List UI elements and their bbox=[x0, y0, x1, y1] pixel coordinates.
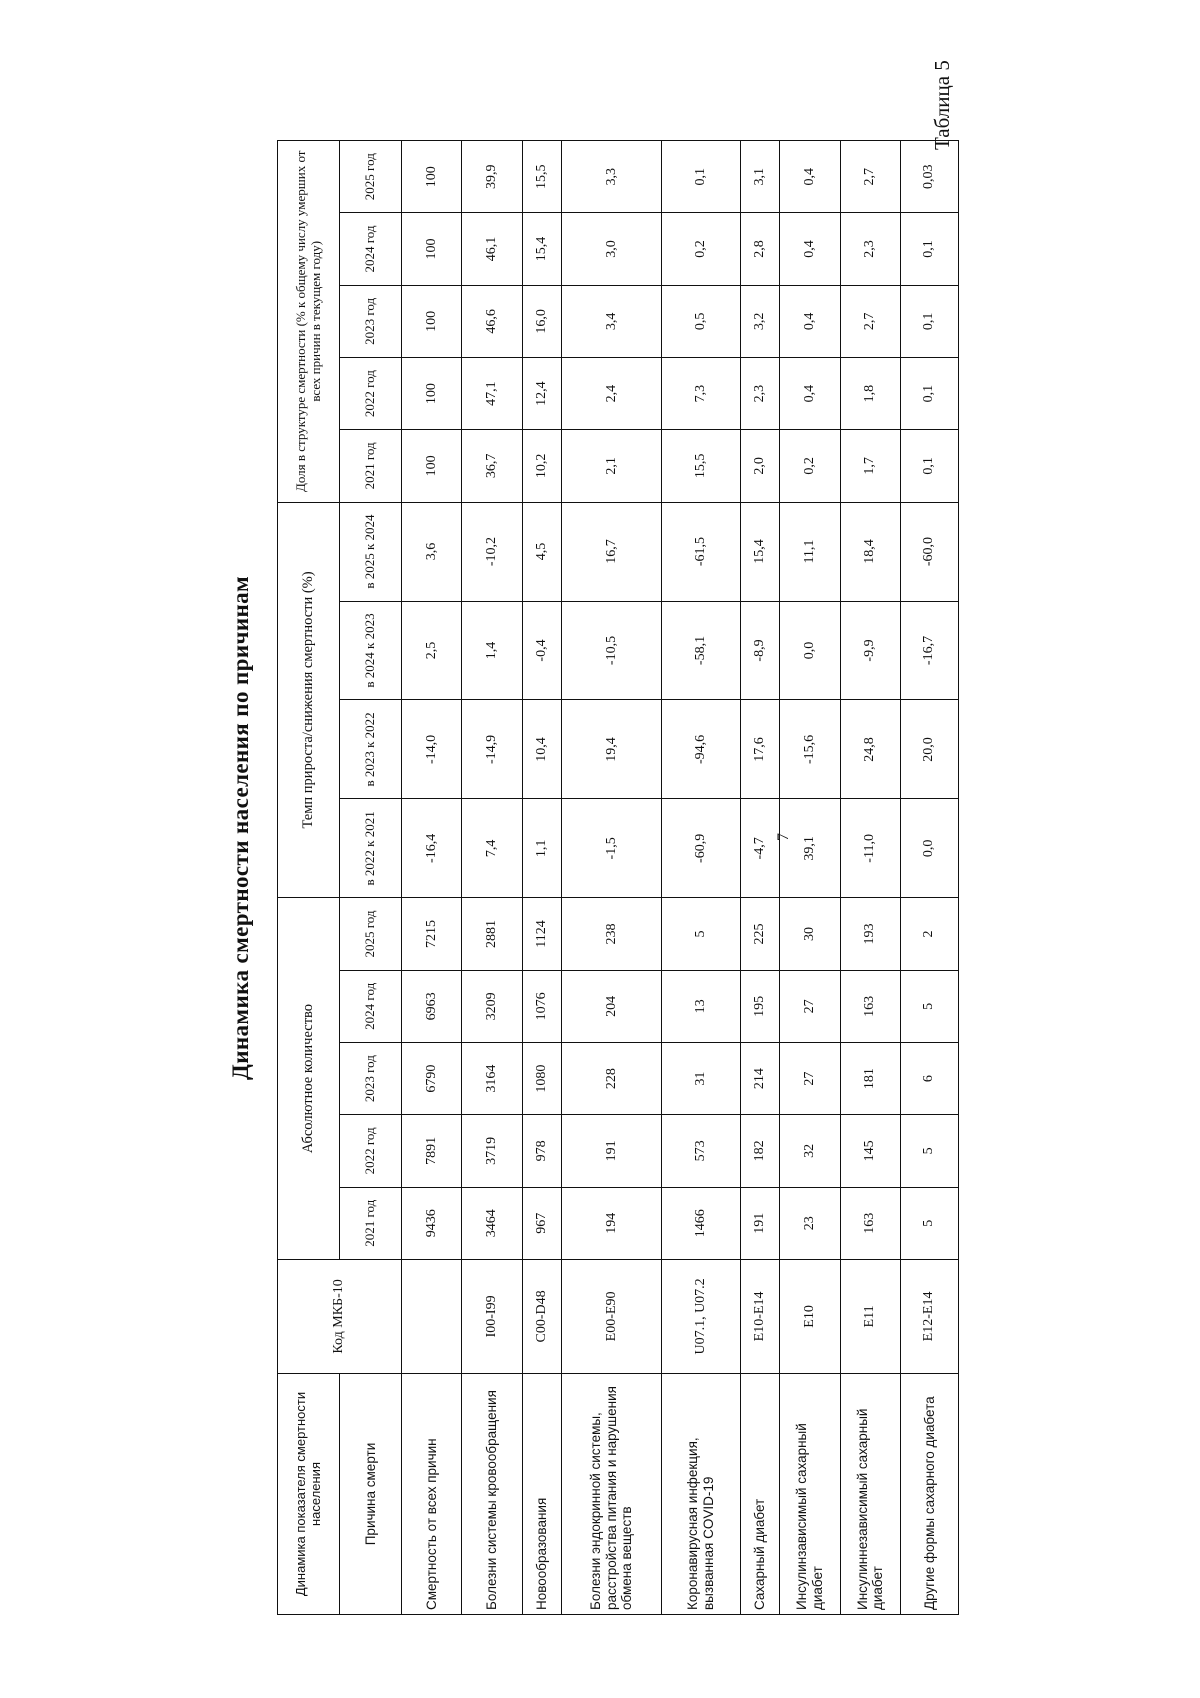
abs-year-header: 2022 год bbox=[340, 1115, 402, 1187]
abs-value-cell: 1124 bbox=[522, 898, 561, 970]
share-value-cell: 0,2 bbox=[780, 430, 840, 502]
abs-value-cell: 238 bbox=[562, 898, 662, 970]
rate-value-cell: -60,9 bbox=[661, 799, 740, 898]
mortality-table-container bbox=[277, 140, 959, 1615]
code-cell: E12-E14 bbox=[900, 1259, 958, 1373]
share-year-header: 2021 год bbox=[340, 430, 402, 502]
share-value-cell: 46,6 bbox=[462, 285, 522, 357]
table-label: Таблица 5 bbox=[930, 60, 954, 150]
page-number: 7 bbox=[775, 833, 792, 841]
mortality-table bbox=[277, 140, 959, 1615]
abs-value-cell: 181 bbox=[840, 1042, 900, 1114]
share-value-cell: 2,7 bbox=[840, 141, 900, 213]
rate-value-cell: -60,0 bbox=[900, 502, 958, 601]
abs-value-cell: 5 bbox=[900, 970, 958, 1042]
rate-value-cell: 2,5 bbox=[402, 601, 462, 700]
share-value-cell: 0,1 bbox=[900, 357, 958, 429]
table-body bbox=[402, 141, 959, 1615]
abs-value-cell: 1080 bbox=[522, 1042, 561, 1114]
share-value-cell: 100 bbox=[402, 213, 462, 285]
share-value-cell: 2,3 bbox=[740, 357, 779, 429]
share-year-header: 2025 год bbox=[340, 141, 402, 213]
abs-value-cell: 23 bbox=[780, 1187, 840, 1259]
rate-col-header: в 2022 к 2021 bbox=[340, 799, 402, 898]
rate-value-cell: 1,4 bbox=[462, 601, 522, 700]
cause-cell: Инсулиннезависимый сахарный диабет bbox=[840, 1374, 900, 1615]
abs-value-cell: 6963 bbox=[402, 970, 462, 1042]
rate-col-header: в 2025 к 2024 bbox=[340, 502, 402, 601]
abs-value-cell: 6790 bbox=[402, 1042, 462, 1114]
abs-value-cell: 31 bbox=[661, 1042, 740, 1114]
cause-cell: Новообразования bbox=[522, 1374, 561, 1615]
share-value-cell: 1,8 bbox=[840, 357, 900, 429]
abs-value-cell: 32 bbox=[780, 1115, 840, 1187]
abs-value-cell: 163 bbox=[840, 970, 900, 1042]
share-value-cell: 2,0 bbox=[740, 430, 779, 502]
abs-value-cell: 7891 bbox=[402, 1115, 462, 1187]
share-value-cell: 3,3 bbox=[562, 141, 662, 213]
share-value-cell: 100 bbox=[402, 285, 462, 357]
abs-value-cell: 3719 bbox=[462, 1115, 522, 1187]
share-value-cell: 100 bbox=[402, 357, 462, 429]
rate-value-cell: 3,6 bbox=[402, 502, 462, 601]
share-year-header: 2022 год bbox=[340, 357, 402, 429]
share-value-cell: 15,5 bbox=[661, 430, 740, 502]
share-value-cell: 0,4 bbox=[780, 141, 840, 213]
rate-value-cell: 19,4 bbox=[562, 700, 662, 799]
rate-value-cell: 24,8 bbox=[840, 700, 900, 799]
share-value-cell: 0,4 bbox=[780, 213, 840, 285]
cause-cell: Смертность от всех причин bbox=[402, 1374, 462, 1615]
share-value-cell: 2,7 bbox=[840, 285, 900, 357]
code-cell: E10-E14 bbox=[740, 1259, 779, 1373]
abs-value-cell: 225 bbox=[740, 898, 779, 970]
abs-value-cell: 214 bbox=[740, 1042, 779, 1114]
rate-group-header: Темп прироста/снижения смертности (%) bbox=[278, 502, 340, 898]
share-value-cell: 15,4 bbox=[522, 213, 561, 285]
rate-value-cell: 16,7 bbox=[562, 502, 662, 601]
code-cell: I00-I99 bbox=[462, 1259, 522, 1373]
share-value-cell: 0,5 bbox=[661, 285, 740, 357]
share-value-cell: 0,4 bbox=[780, 357, 840, 429]
rate-value-cell: 0,0 bbox=[780, 601, 840, 700]
share-value-cell: 10,2 bbox=[522, 430, 561, 502]
abs-value-cell: 3464 bbox=[462, 1187, 522, 1259]
rate-value-cell: -1,5 bbox=[562, 799, 662, 898]
rate-value-cell: -10,2 bbox=[462, 502, 522, 601]
rate-value-cell: 7,4 bbox=[462, 799, 522, 898]
rate-value-cell: -16,4 bbox=[402, 799, 462, 898]
share-value-cell: 15,5 bbox=[522, 141, 561, 213]
abs-value-cell: 7215 bbox=[402, 898, 462, 970]
abs-value-cell: 967 bbox=[522, 1187, 561, 1259]
abs-value-cell: 6 bbox=[900, 1042, 958, 1114]
cause-cell: Другие формы сахарного диабета bbox=[900, 1374, 958, 1615]
abs-value-cell: 5 bbox=[900, 1187, 958, 1259]
rate-value-cell: -10,5 bbox=[562, 601, 662, 700]
code-header: Код МКБ-10 bbox=[278, 1259, 402, 1373]
abs-value-cell: 204 bbox=[562, 970, 662, 1042]
abs-value-cell: 2881 bbox=[462, 898, 522, 970]
rate-value-cell: -11,0 bbox=[840, 799, 900, 898]
share-value-cell: 100 bbox=[402, 430, 462, 502]
rate-value-cell: -61,5 bbox=[661, 502, 740, 601]
table-row bbox=[462, 141, 522, 1615]
abs-value-cell: 27 bbox=[780, 1042, 840, 1114]
code-cell: U07.1, U07.2 bbox=[661, 1259, 740, 1373]
rate-col-header: в 2023 к 2022 bbox=[340, 700, 402, 799]
share-value-cell: 0,1 bbox=[900, 285, 958, 357]
rate-value-cell: -8,9 bbox=[740, 601, 779, 700]
cause-cell: Коронавирусная инфекция, вызванная COVID-19 bbox=[661, 1374, 740, 1615]
cause-cell: Инсулинзависимый сахарный диабет bbox=[780, 1374, 840, 1615]
share-value-cell: 0,1 bbox=[661, 141, 740, 213]
abs-value-cell: 145 bbox=[840, 1115, 900, 1187]
abs-value-cell: 1076 bbox=[522, 970, 561, 1042]
cause-cell: Болезни эндокринной системы, расстройства питания и нарушения обмена веществ bbox=[562, 1374, 662, 1615]
share-value-cell: 0,2 bbox=[661, 213, 740, 285]
code-cell: E10 bbox=[780, 1259, 840, 1373]
code-cell: C00-D48 bbox=[522, 1259, 561, 1373]
table-row bbox=[522, 141, 561, 1615]
abs-year-header: 2024 год bbox=[340, 970, 402, 1042]
rate-value-cell: -9,9 bbox=[840, 601, 900, 700]
table-row bbox=[740, 141, 779, 1615]
share-value-cell: 0,03 bbox=[900, 141, 958, 213]
table-row bbox=[900, 141, 958, 1615]
abs-value-cell: 9436 bbox=[402, 1187, 462, 1259]
rate-value-cell: 10,4 bbox=[522, 700, 561, 799]
code-cell: E00-E90 bbox=[562, 1259, 662, 1373]
share-value-cell: 2,8 bbox=[740, 213, 779, 285]
share-value-cell: 46,1 bbox=[462, 213, 522, 285]
share-value-cell: 2,4 bbox=[562, 357, 662, 429]
table-row bbox=[562, 141, 662, 1615]
table-row bbox=[780, 141, 840, 1615]
abs-value-cell: 30 bbox=[780, 898, 840, 970]
abs-value-cell: 3209 bbox=[462, 970, 522, 1042]
share-value-cell: 7,3 bbox=[661, 357, 740, 429]
abs-value-cell: 163 bbox=[840, 1187, 900, 1259]
share-value-cell: 3,4 bbox=[562, 285, 662, 357]
rate-value-cell: 11,1 bbox=[780, 502, 840, 601]
share-value-cell: 16,0 bbox=[522, 285, 561, 357]
abs-value-cell: 978 bbox=[522, 1115, 561, 1187]
abs-value-cell: 27 bbox=[780, 970, 840, 1042]
rate-value-cell: 39,1 bbox=[780, 799, 840, 898]
rate-value-cell: 20,0 bbox=[900, 700, 958, 799]
rate-value-cell: 1,1 bbox=[522, 799, 561, 898]
rate-value-cell: 4,5 bbox=[522, 502, 561, 601]
share-year-header: 2023 год bbox=[340, 285, 402, 357]
share-value-cell: 3,0 bbox=[562, 213, 662, 285]
code-cell: E11 bbox=[840, 1259, 900, 1373]
rate-value-cell: -58,1 bbox=[661, 601, 740, 700]
table-row bbox=[840, 141, 900, 1615]
share-value-cell: 100 bbox=[402, 141, 462, 213]
abs-value-cell: 194 bbox=[562, 1187, 662, 1259]
rate-value-cell: 18,4 bbox=[840, 502, 900, 601]
share-value-cell: 39,9 bbox=[462, 141, 522, 213]
share-value-cell: 0,1 bbox=[900, 213, 958, 285]
rate-value-cell: 0,0 bbox=[900, 799, 958, 898]
abs-value-cell: 5 bbox=[661, 898, 740, 970]
abs-year-header: 2021 год bbox=[340, 1187, 402, 1259]
share-value-cell: 36,7 bbox=[462, 430, 522, 502]
rate-value-cell: -4,7 bbox=[740, 799, 779, 898]
cause-cell: Сахарный диабет bbox=[740, 1374, 779, 1615]
cause-header: Причина смерти bbox=[340, 1374, 402, 1615]
abs-year-header: 2023 год bbox=[340, 1042, 402, 1114]
abs-value-cell: 3164 bbox=[462, 1042, 522, 1114]
indicator-header: Динамика показателя смертности населения bbox=[278, 1374, 340, 1615]
cause-cell: Болезни системы кровообращения bbox=[462, 1374, 522, 1615]
abs-value-cell: 191 bbox=[740, 1187, 779, 1259]
share-value-cell: 3,2 bbox=[740, 285, 779, 357]
share-value-cell: 3,1 bbox=[740, 141, 779, 213]
table-row bbox=[661, 141, 740, 1615]
abs-value-cell: 2 bbox=[900, 898, 958, 970]
share-value-cell: 12,4 bbox=[522, 357, 561, 429]
rate-value-cell: -0,4 bbox=[522, 601, 561, 700]
share-value-cell: 1,7 bbox=[840, 430, 900, 502]
share-group-header: Доля в структуре смертности (% к общему числу умерших от всех причин в текущем году) bbox=[278, 141, 340, 503]
rate-col-header: в 2024 к 2023 bbox=[340, 601, 402, 700]
rate-value-cell: -14,0 bbox=[402, 700, 462, 799]
abs-value-cell: 191 bbox=[562, 1115, 662, 1187]
abs-value-cell: 195 bbox=[740, 970, 779, 1042]
share-value-cell: 0,1 bbox=[900, 430, 958, 502]
share-value-cell: 2,3 bbox=[840, 213, 900, 285]
abs-value-cell: 182 bbox=[740, 1115, 779, 1187]
document-title: Динамика смертности населения по причинам bbox=[228, 575, 253, 1080]
abs-value-cell: 228 bbox=[562, 1042, 662, 1114]
share-value-cell: 47,1 bbox=[462, 357, 522, 429]
code-cell bbox=[402, 1259, 462, 1373]
rate-value-cell: -14,9 bbox=[462, 700, 522, 799]
rate-value-cell: -15,6 bbox=[780, 700, 840, 799]
rate-value-cell: 17,6 bbox=[740, 700, 779, 799]
abs-value-cell: 1466 bbox=[661, 1187, 740, 1259]
rate-value-cell: -16,7 bbox=[900, 601, 958, 700]
abs-value-cell: 13 bbox=[661, 970, 740, 1042]
abs-value-cell: 573 bbox=[661, 1115, 740, 1187]
rate-value-cell: 15,4 bbox=[740, 502, 779, 601]
share-year-header: 2024 год bbox=[340, 213, 402, 285]
abs-value-cell: 193 bbox=[840, 898, 900, 970]
abs-value-cell: 5 bbox=[900, 1115, 958, 1187]
share-value-cell: 2,1 bbox=[562, 430, 662, 502]
rate-value-cell: -94,6 bbox=[661, 700, 740, 799]
abs-group-header: Абсолютное количество bbox=[278, 898, 340, 1260]
table-row bbox=[402, 141, 462, 1615]
abs-year-header: 2025 год bbox=[340, 898, 402, 970]
share-value-cell: 0,4 bbox=[780, 285, 840, 357]
